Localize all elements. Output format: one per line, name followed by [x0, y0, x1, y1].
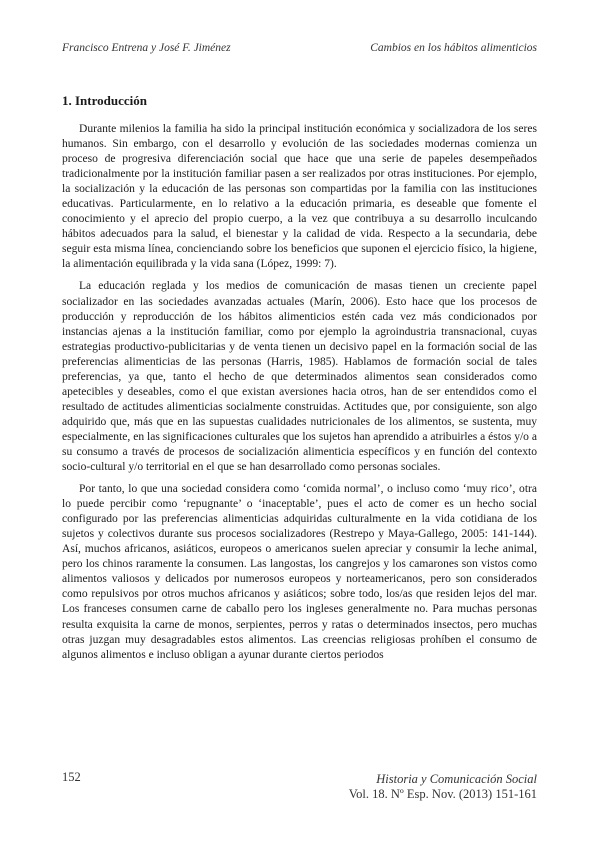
- running-header: [62, 42, 537, 54]
- journal-name: Historia y Comunicación Social: [376, 772, 537, 786]
- paragraph-3: Por tanto, lo que una sociedad considera como ‘comida normal’, o incluso como ‘muy rico’, otra lo puede percibir como ‘repugnante’ o ‘inaceptable’, pues el acto de comer es un hecho social configurado por las preferencias alimenticias adquiridas culturalmente en la vida cotidiana de los sujetos y colectivos durante sus procesos socializadores (Restrepo y Maya-Gallego, 2005: 141-144). Así, muchos africanos, asiáticos, europeos o americanos suelen apreciar y consumir la leche animal, pero los chinos raramente la consumen. Las langostas, los cangrejos y los camarones son vistos como alimentos valiosos y delicados por numerosos europeos y norteamericanos, pero son considerados como repulsivos por otros muchos africanos y asiáticos; sobre todo, los/as que residen lejos del mar. Los franceses consumen carne de caballo pero los ingleses generalmente no. Para muchas personas resulta exquisita la carne de monos, serpientes, perros y ratas o determinados insectos, pero muchas otras juzgan muy desagradables estos alimentos. Las creencias religiosas prohíben el consumo de algunos alimentos e incluso obligan a ayunar durante ciertos periodos: [62, 483, 537, 661]
- section-title: 1. Introducción: [62, 93, 147, 108]
- page-number: 152: [62, 770, 81, 784]
- paragraph-2: La educación reglada y los medios de comunicación de masas tienen un creciente papel socializador en las sociedades avanzadas actuales (Marín, 2006). Esto hace que los procesos de producción y reproducción de los hábitos alimenticios estén cada vez más condicionados por instancias ajenas a la institución familiar, como por ejemplo la agroindustria transnacional, cuyas estrategias productivo-publicitarias y de venta tienen un decisivo papel en la formación social de las preferencias alimenticias de las personas (Harris, 1985). Hablamos de formación social de tales preferencias, ya que, tanto el hecho de que determinados alimentos sean considerados como apetecibles y deseables, como el que existan aversiones hacia otros, han de ser entendidos como el resultado de actitudes alimenticias socialmente construidas. Actitudes que, por consiguiente, son algo adquirido que, más que en las supuestas cualidades nutricionales de los alimentos, se sustenta, muy especialmente, en las significaciones culturales que los sujetos han aprendido a atribuirles a éstos y/o a su consumo a través de procesos de socialización alimenticia específicos y en función del contexto socio-cultural y/o territorial en el que se han desarrollado como personas sociales.: [62, 280, 537, 474]
- body-text: [62, 122, 537, 670]
- header-authors: Francisco Entrena y José F. Jiménez: [62, 42, 231, 54]
- journal-info: [349, 772, 537, 802]
- header-running-title: Cambios en los hábitos alimenticios: [370, 42, 537, 54]
- volume-info: Vol. 18. Nº Esp. Nov. (2013) 151-161: [348, 787, 537, 801]
- paragraph-1: Durante milenios la familia ha sido la principal institución económica y socializadora de los seres humanos. Sin embargo, con el desarrollo y evolución de las sociedades modernas comienza un proceso de progresiva diferenciación social que hace que una serie de papeles desempeñados tradicionalmente por la institución familiar pasen a ser realizados por otras instituciones. Por ejemplo, la socialización y la educación de las personas son compartidas por la familia con las instituciones educativas. Particularmente, en lo relativo a la educación primaria, es deseable que fomente el conocimiento y el aprecio del propio cuerpo, a la vez que contribuya a su desarrollo inculcando hábitos adecuados para la salud, el bienestar y la calidad de vida. Respecto a la secundaria, debe seguir esta misma línea, concienciando sobre los beneficios que suponen el ejercicio físico, la higiene, la alimentación equilibrada y la vida sana (López, 1999: 7).: [62, 123, 537, 271]
